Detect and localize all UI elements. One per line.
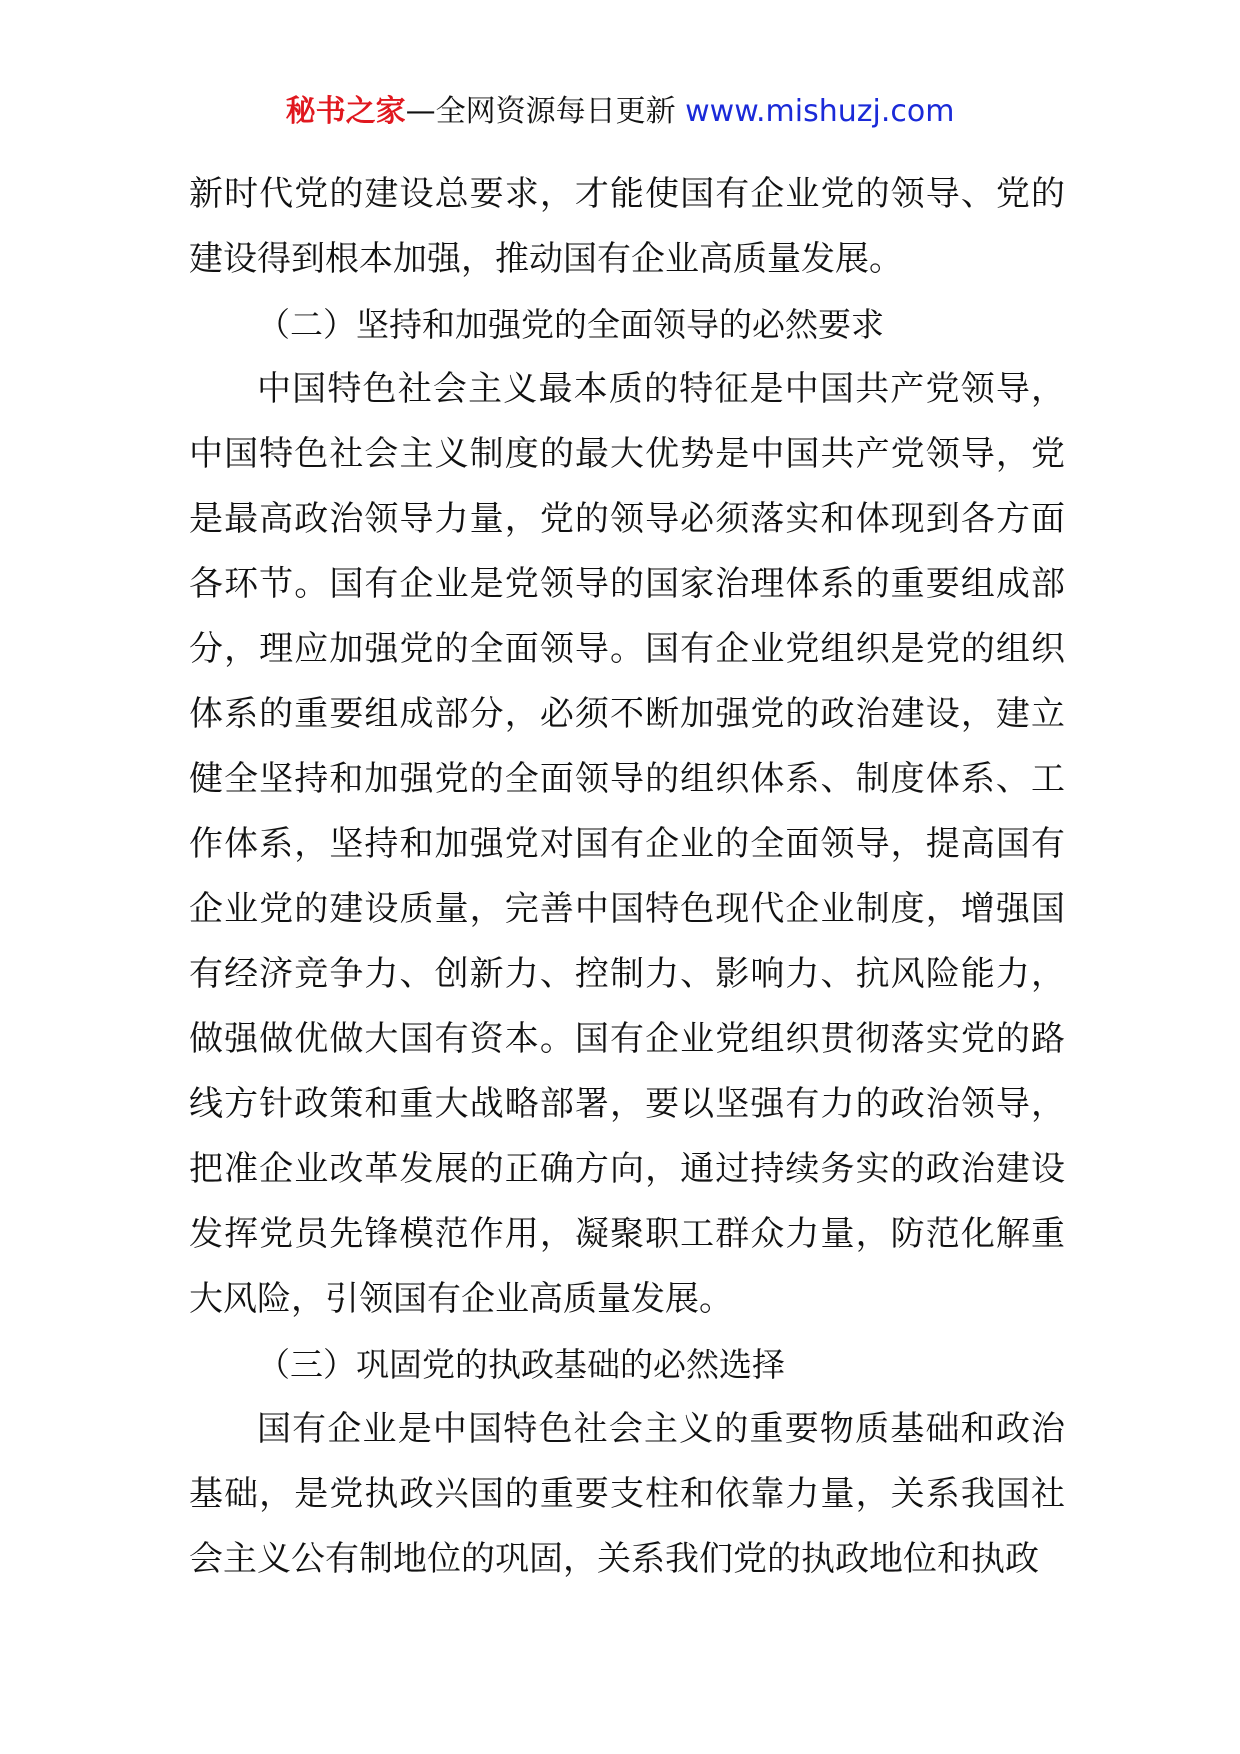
site-tagline: —全网资源每日更新 xyxy=(405,94,676,129)
section-heading-2: （二）坚持和加强党的全面领导的必然要求 xyxy=(257,305,884,344)
paragraph-continued: 新时代党的建设总要求，才能使国有企业党的领导、党的建设得到根本加强，推动国有企业高质量发展。 xyxy=(189,174,1065,279)
document-body xyxy=(189,162,1065,1592)
site-brand: 秘书之家 xyxy=(285,94,406,129)
section-heading-3: （三）巩固党的执政基础的必然选择 xyxy=(257,1345,785,1384)
site-url-link[interactable]: www.mishuzj.com xyxy=(685,94,955,129)
paragraph-leadership: 中国特色社会主义最本质的特征是中国共产党领导，中国特色社会主义制度的最大优势是中国共产党领导，党是最高政治领导力量，党的领导必须落实和体现到各方面各环节。国有企业是党领导的国家治理体系的重要组成部分，理应加强党的全面领导。国有企业党组织是党的组织体系的重要组成部分，必须不断加强党的政治建设，建立健全坚持和加强党的全面领导的组织体系、制度体系、工作体系，坚持和加强党对国有企业的全面领导，提高国有企业党的建设质量，完善中国特色现代企业制度，增强国有经济竞争力、创新力、控制力、影响力、抗风险能力，做强做优做大国有资本。国有企业党组织贯彻落实党的路线方针政策和重大战略部署，要以坚强有力的政治领导，把准企业改革发展的正确方向，通过持续务实的政治建设发挥党员先锋模范作用，凝聚职工群众力量，防范化解重大风险，引领国有企业高质量发展。 xyxy=(189,369,1065,1319)
site-header xyxy=(0,92,1240,132)
paragraph-foundation: 国有企业是中国特色社会主义的重要物质基础和政治基础，是党执政兴国的重要支柱和依靠力量，关系我国社会主义公有制地位的巩固，关系我们党的执政地位和执政 xyxy=(189,1409,1065,1579)
